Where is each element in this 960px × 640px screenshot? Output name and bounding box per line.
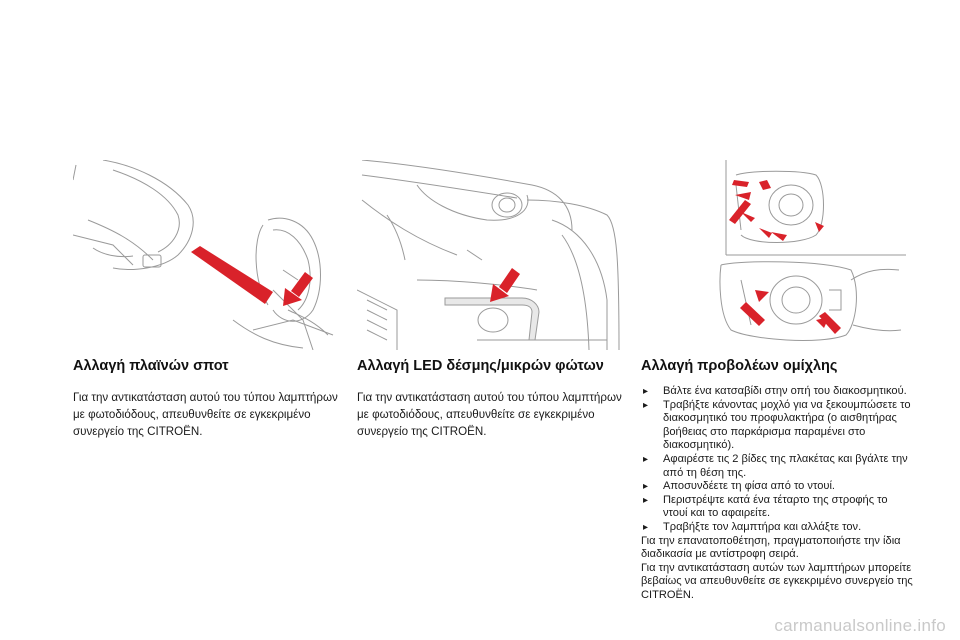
bullet-icon: ▸ (643, 399, 649, 411)
fog-light-illustration (641, 160, 906, 350)
dealer-note: Για την αντικατάσταση αυτών των λαμπτήρων μπορείτε βεβαίως να απευθυνθείτε σε εγκεκριμένο συνεργείο της CITROËN. (641, 561, 913, 601)
list-item: ▸ Αφαιρέστε τις 2 βίδες της πλακέτας και βγάλτε την από τη θέση της. (643, 452, 908, 479)
section-title: Αλλαγή LED δέσμης/μικρών φώτων (357, 358, 604, 374)
mirror-illustration (73, 160, 338, 350)
section-led-lights (357, 160, 629, 440)
section-fog-lights (641, 160, 913, 603)
section-body: Για την αντικατάσταση αυτού του τύπου λαμπτήρων με φωτοδιόδους, απευθυνθείτε σε εγκεκριμένο συνεργείο της CITROËN. (357, 391, 622, 438)
fog-light-drawing (641, 160, 906, 350)
bullet-icon: ▸ (643, 481, 649, 493)
watermark: carmanualsonline.info (774, 616, 946, 635)
red-arrow-icon (729, 180, 841, 334)
bumper-drawing (357, 160, 622, 350)
bullet-icon: ▸ (643, 386, 649, 397)
section-title: Αλλαγή πλαϊνών σποτ (73, 358, 229, 374)
red-arrow-icon (490, 268, 520, 302)
list-item: ▸ Αποσυνδέετε τη φίσα από το ντουί. (643, 480, 835, 493)
section-body: Για την αντικατάσταση αυτού του τύπου λαμπτήρων με φωτοδιόδους, απευθυνθείτε σε εγκεκριμένο συνεργείο της CITROËN. (73, 391, 338, 438)
bullet-icon: ▸ (643, 521, 649, 533)
steps-list (641, 385, 913, 535)
list-item: ▸ Τραβήξτε κάνοντας μοχλό για να ξεκουμπώσετε το διακοσμητικό του προφυλακτήρα (ο αισθητήρας βοήθειας στο παρκάρισμα παραμένει στο διακοσμητικό). (643, 398, 911, 452)
bullet-icon: ▸ (643, 453, 649, 465)
list-item: ▸ Τραβήξτε τον λαμπτήρα και αλλάξτε τον. (643, 520, 862, 533)
list-item: ▸ Βάλτε ένα κατσαβίδι στην οπή του διακοσμητικού. (643, 385, 907, 397)
section-side-spots (73, 160, 345, 440)
mirror-drawing (73, 160, 338, 350)
section-title: Αλλαγή προβολέων ομίχλης (641, 358, 838, 374)
bullet-icon: ▸ (643, 494, 649, 506)
reassembly-note: Για την επανατοποθέτηση, πραγματοποιήστε την ίδια διαδικασία με αντίστροφη σειρά. (641, 534, 901, 561)
list-item: ▸ Περιστρέψτε κατά ένα τέταρτο της στροφής το ντουί και το αφαιρείτε. (643, 493, 888, 520)
bumper-illustration (357, 160, 622, 350)
